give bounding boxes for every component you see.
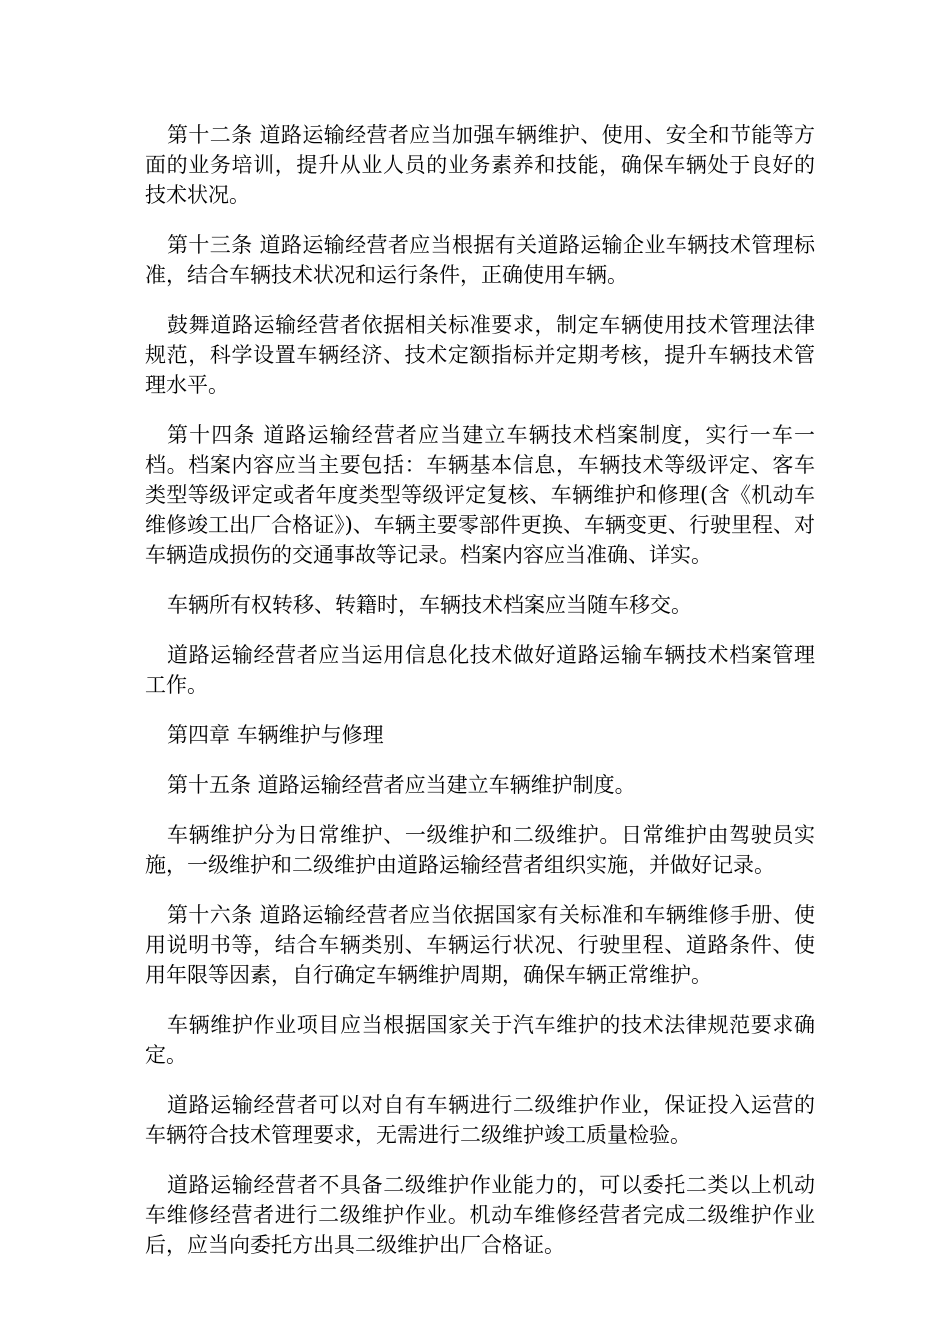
document-page (145, 120, 815, 1280)
article-12-paragraph: 第十二条 道路运输经营者应当加强车辆维护、使用、安全和节能等方面的业务培训，提升从业人员的业务素养和技能，确保车辆处于良好的技术状况。 (145, 123, 815, 207)
article-16-paragraph: 第十六条 道路运输经营者应当依据国家有关标准和车辆维修手册、使用说明书等，结合车辆类别、车辆运行状况、行驶里程、道路条件、使用年限等因素，自行确定车辆维护周期，确保车辆正常维护。 (145, 903, 815, 987)
outsourced-maintenance-paragraph: 道路运输经营者不具备二级维护作业能力的，可以委托二类以上机动车维修经营者进行二级维护作业。机动车维修经营者完成二级维护作业后，应当向委托方出具二级维护出厂合格证。 (145, 1173, 815, 1257)
article-13-paragraph: 第十三条 道路运输经营者应当根据有关道路运输企业车辆技术管理标准，结合车辆技术状况和运行条件，正确使用车辆。 (145, 233, 815, 287)
encouragement-paragraph: 鼓舞道路运输经营者依据相关标准要求，制定车辆使用技术管理法律规范，科学设置车辆经济、技术定额指标并定期考核，提升车辆技术管理水平。 (145, 313, 815, 397)
information-technology-paragraph: 道路运输经营者应当运用信息化技术做好道路运输车辆技术档案管理工作。 (145, 643, 815, 697)
ownership-transfer-paragraph: 车辆所有权转移、转籍时，车辆技术档案应当随车移交。 (167, 593, 692, 617)
article-14-paragraph: 第十四条 道路运输经营者应当建立车辆技术档案制度，实行一车一档。档案内容应当主要包括：车辆基本信息，车辆技术等级评定、客车类型等级评定或者年度类型等级评定复核、车辆维护和修理(含《机动车维修竣工出厂合格证》)、车辆主要零部件更换、车辆变更、行驶里程、对车辆造成损伤的交通事故等记录。档案内容应当准确、详实。 (145, 423, 815, 567)
chapter-4-heading: 第四章 车辆维护与修理 (167, 723, 384, 747)
maintenance-items-paragraph: 车辆维护作业项目应当根据国家关于汽车维护的技术法律规范要求确定。 (145, 1013, 815, 1067)
maintenance-types-paragraph: 车辆维护分为日常维护、一级维护和二级维护。日常维护由驾驶员实施，一级维护和二级维护由道路运输经营者组织实施，并做好记录。 (145, 823, 815, 877)
self-maintenance-paragraph: 道路运输经营者可以对自有车辆进行二级维护作业，保证投入运营的车辆符合技术管理要求，无需进行二级维护竣工质量检验。 (145, 1093, 815, 1147)
article-15-paragraph: 第十五条 道路运输经营者应当建立车辆维护制度。 (167, 773, 636, 797)
